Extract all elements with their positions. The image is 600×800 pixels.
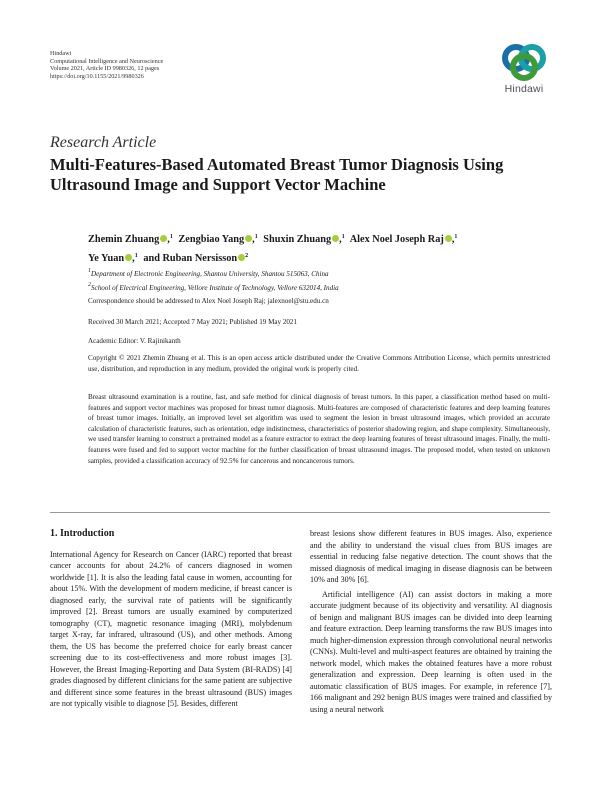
orcid-icon[interactable] [125, 254, 132, 261]
section-divider [50, 512, 550, 513]
journal-volume: Volume 2021, Article ID 9980326, 12 pages [50, 65, 160, 73]
hindawi-logo-icon [501, 43, 547, 81]
author: Zengbiao Yang ,$^1$ [178, 234, 258, 245]
orcid-icon[interactable] [245, 235, 252, 242]
hindawi-logo [494, 43, 554, 95]
affiliations [88, 266, 339, 294]
column-right [310, 528, 552, 715]
orcid-icon[interactable] [160, 235, 167, 242]
orcid-icon[interactable] [332, 235, 339, 242]
author: Alex Noel Joseph Raj ,$^1$ [349, 234, 458, 245]
correspondence: Correspondence should be addressed to Alex Noel Joseph Raj; jalexnoel@stu.edu.cn [88, 297, 329, 305]
column-left [50, 528, 292, 710]
academic-editor: Academic Editor: V. Rajinikanth [88, 337, 181, 345]
affiliation: $^1$Department of Electronic Engineering, Shantou University, Shantou 515063, China [88, 268, 329, 278]
article-type: Research Article [50, 134, 157, 151]
abstract: Breast ultrasound examination is a routine, fast, and safe method for clinical diagnosis of breast tumors. In this paper, a classification method based on multi-features and support vector machines was proposed for breast tumor diagnosis. Multi-features are composed of characteristic features and deep learning features of breast tumor images. Initially, an improved level set algorithm was used to segment the lesion in breast ultrasound images, which provided an accurate calculation of characteristic features, such as orientation, edge indistinctness, characteristics of posterior shadowing region, and shape complexity. Simultaneously, we used transfer learning to construct a pretrained model as a feature extractor to extract the deep learning features of breast ultrasound images. Finally, the multi-features were fused and fed to support vector machine for the further classification of breast ultrasound images. The proposed model, when tested on unknown samples, provided a classification accuracy of 92.5% for cancerous and noncancerous tumors. [88, 393, 550, 465]
author: Zhemin Zhuang ,$^1$ [88, 234, 173, 245]
paragraph: Artificial intelligence (AI) can assist doctors in making a more accurate judgment because of its objectivity and versatility. AI diagnosis of benign and malignant BUS images can be divided into deep learning and feature extraction. Deep learning transforms the raw BUS images into much higher-dimension expression through convolutional neural networks (CNNs). Multi-level and multi-aspect features are obtained by training the network model, which makes the obtained features have a more robust generalization and expression. Deep learning is often used in the automatic classification of BUS images. For example, in reference [7], 166 malignant and 292 benign BUS images were trained and classified by using a neural network [310, 589, 552, 714]
article-title: Multi-Features-Based Automated Breast Tumor Diagnosis Using Ultrasound Image and Support Vector Machine [50, 155, 504, 194]
paragraph: breast lesions show different features in BUS images. Also, experience and the ability to understand the visual clues from BUS images are essential in reducing false negative detection. The count shows that the missed diagnosis of medical imaging in disease diagnosis can be between 10% and 30% [6]. [310, 529, 552, 584]
copyright-notice: Copyright © 2021 Zhemin Zhuang et al. This is an open access article distributed under the Creative Commons Attribution License, which permits unrestricted use, distribution, and reproduction in any medium, provided the original work is properly cited. [88, 354, 550, 373]
journal-doi[interactable]: https://doi.org/10.1155/2021/9980326 [50, 72, 144, 80]
journal-name: Computational Intelligence and Neuroscience [50, 57, 164, 65]
author: Ye Yuan ,$^1$ [88, 253, 138, 264]
paragraph: International Agency for Research on Cancer (IARC) reported that breast cancer accounts for about 24.2% of cancers diagnosed in women worldwide [1]. It is also the leading fatal cause in women, accounting for about 15%. With the development of modern medicine, if breast cancer is diagnosed early, the survival rate of patients will be significantly improved [2]. Breast tumors are usually examined by computerized tomography (CT), magnetic resonance imaging (MRI), molybdenum target X-ray, far infrared, ultrasound (US), and other methods. Among them, the US has become the preferred choice for early breast cancer screening due to its cost-effectiveness and more robust images [3]. However, the Breast Imaging-Reporting and Data System (BI-RADS) [4] grades diagnosed by different clinicians for the same patient are subjective and different since some features in the breast ultrasound (BUS) images are not typically visible to diagnose [5]. Besides, different [50, 549, 292, 708]
orcid-icon[interactable] [445, 235, 452, 242]
journal-publisher: Hindawi [50, 50, 72, 57]
journal-info [50, 50, 163, 80]
author: Shuxin Zhuang ,$^1$ [263, 234, 345, 245]
author-list [88, 229, 558, 267]
affiliation: $^2$School of Electrical Engineering, Vellore Institute of Technology, Vellore 632014, India [88, 282, 339, 292]
section-heading: 1. Introduction [50, 528, 115, 539]
author: and Ruban Nersisson $^2$ [143, 253, 249, 264]
hindawi-logo-text: Hindawi [504, 83, 544, 95]
publication-dates: Received 30 March 2021; Accepted 7 May 2021; Published 19 May 2021 [88, 318, 298, 326]
